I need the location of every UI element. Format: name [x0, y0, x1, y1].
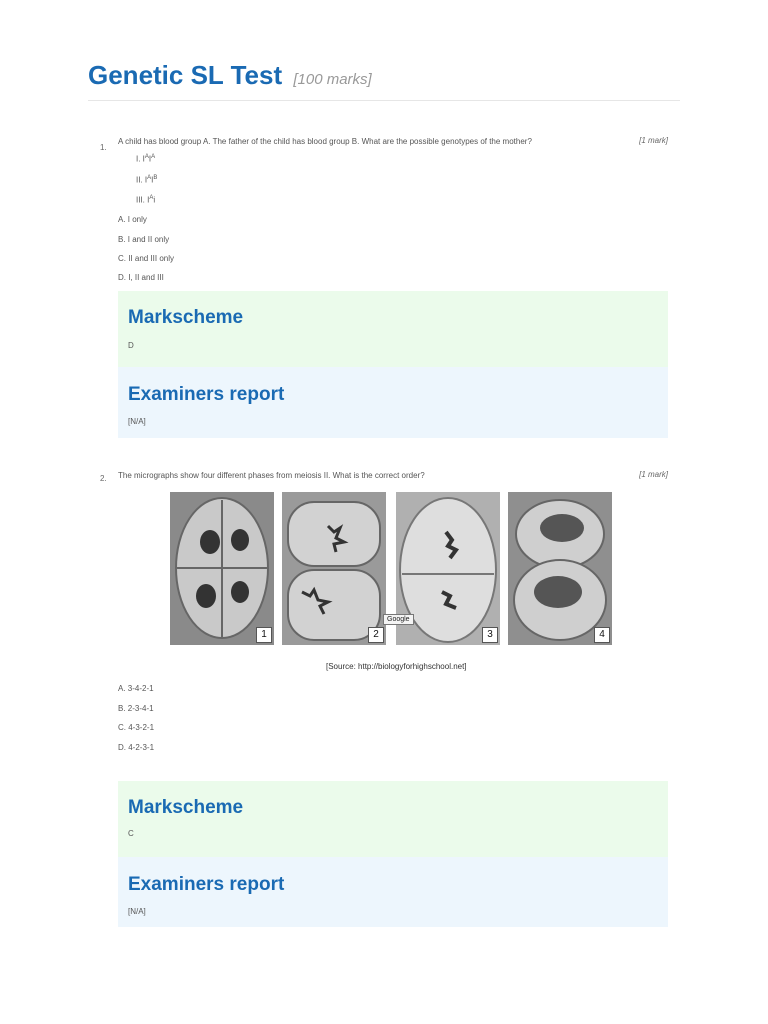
markscheme-answer: D [128, 341, 134, 350]
examiners-report-heading: Examiners report [128, 874, 285, 895]
option-c[interactable]: C. 4-3-2-1 [118, 723, 155, 732]
question-1 [88, 135, 680, 285]
title-divider [88, 100, 680, 101]
markscheme-heading: Markscheme [128, 797, 244, 818]
examiners-report-text: [N/A] [128, 907, 146, 916]
option-b[interactable]: B. 2-3-4-1 [118, 704, 154, 713]
markscheme-answer: C [128, 829, 134, 838]
option-a[interactable]: A. I only [118, 215, 147, 224]
statement-2: II. $I^AI^B$ [136, 175, 158, 185]
micrograph-label: 1 [256, 627, 272, 643]
question-2-options [88, 684, 680, 754]
examiners-report-box [118, 367, 668, 438]
micrograph-1 [170, 492, 274, 645]
micrograph-2 [282, 492, 386, 645]
markscheme-box [118, 291, 668, 367]
statement-3: III. $I^Ai$ [136, 195, 156, 205]
question-number: 1. [100, 143, 107, 152]
title-text: Genetic SL Test [88, 60, 283, 90]
option-c[interactable]: C. II and III only [118, 254, 175, 263]
examiners-report-text: [N/A] [128, 417, 146, 426]
question-marks: [1 mark] [639, 470, 668, 479]
micrograph-label: 2 [368, 627, 384, 643]
question-marks: [1 mark] [639, 136, 668, 145]
image-source: [Source: http://biologyforhighschool.net] [326, 662, 467, 671]
micrograph-4 [508, 492, 612, 645]
markscheme-heading: Markscheme [128, 307, 244, 328]
micrograph-4-image [508, 492, 612, 645]
examiners-report-heading: Examiners report [128, 384, 285, 405]
statement-1: I. $I^AI^A$ [136, 154, 156, 164]
question-text: A child has blood group A. The father of the child has blood group B. What are the possible genotypes of the mother? [118, 137, 532, 146]
page-title [88, 60, 372, 91]
micrograph-2-image [282, 492, 386, 645]
option-d[interactable]: D. 4-2-3-1 [118, 743, 155, 752]
option-d[interactable]: D. I, II and III [118, 273, 164, 282]
micrograph-label: 3 [482, 627, 498, 643]
option-b[interactable]: B. I and II only [118, 235, 170, 244]
question-number: 2. [100, 474, 107, 483]
examiners-report-box [118, 857, 668, 927]
micrograph-label: 4 [594, 627, 610, 643]
micrograph-1-image [170, 492, 274, 645]
markscheme-box [118, 781, 668, 857]
question-text: The micrographs show four different phases from meiosis II. What is the correct order? [118, 471, 425, 480]
question-2 [88, 470, 680, 490]
total-marks: [100 marks] [293, 71, 372, 88]
google-overlay-tag: Google [383, 614, 414, 625]
option-a[interactable]: A. 3-4-2-1 [118, 684, 154, 693]
micrographs [170, 492, 612, 645]
